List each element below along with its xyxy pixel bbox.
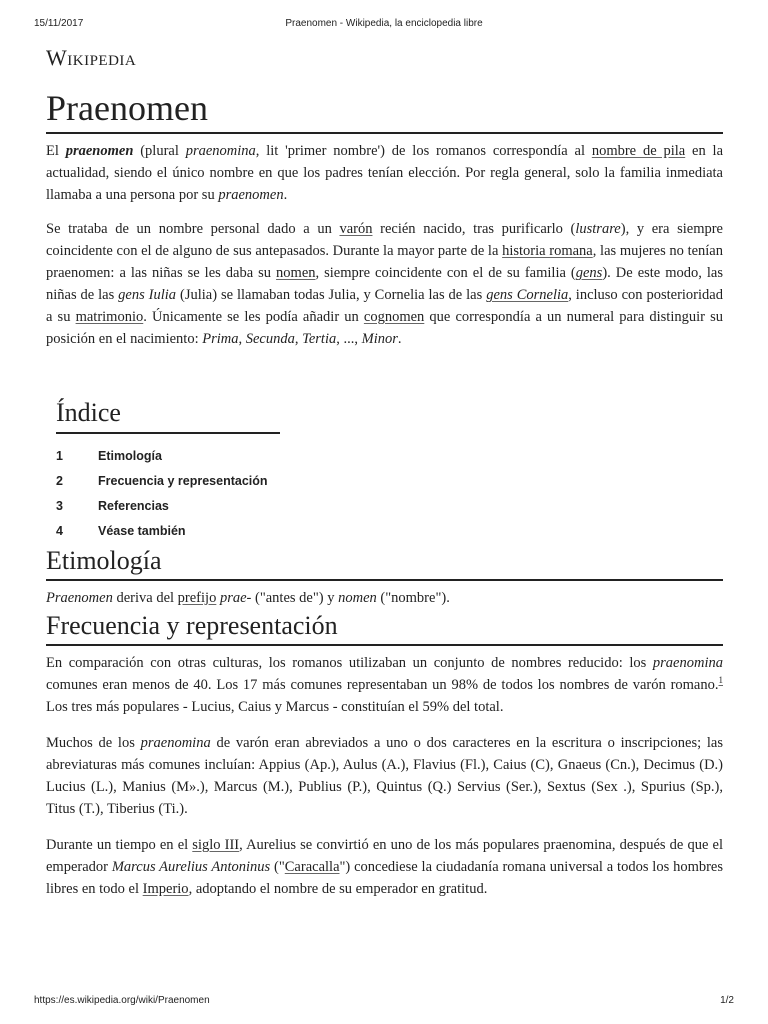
link-cognomen[interactable]: cognomen [363, 309, 425, 325]
text-span: deriva del [112, 590, 178, 606]
intro-paragraph-2 [46, 218, 723, 350]
frecuencia-paragraph-3 [46, 834, 723, 900]
term-praenomen: praenomen [65, 143, 134, 159]
text-span: Muchos de los [46, 735, 141, 751]
intro-paragraph-1 [46, 140, 723, 206]
link-gens[interactable]: gens [575, 265, 603, 281]
link-gens-cornelia[interactable]: gens Cornelia [486, 287, 569, 303]
text-span: En comparación con otras culturas, los romanos utilizaban un conjunto de nombres reducido: los [46, 655, 653, 671]
term-prae: prae- [219, 590, 252, 606]
link-prefijo[interactable]: prefijo [177, 590, 217, 606]
toc-number: 2 [56, 474, 63, 488]
toc-number: 4 [56, 524, 63, 538]
text-span: . [283, 187, 288, 203]
term-marcus-aurelius-antoninus: Marcus Aurelius Antoninus [111, 859, 271, 875]
link-nomen[interactable]: nomen [276, 265, 316, 281]
article-content [46, 44, 723, 900]
page-title: Praenomen [46, 86, 723, 134]
toc-list [56, 444, 280, 544]
toc-title: Índice [56, 396, 280, 434]
term-praenomina: praenomina [140, 735, 211, 751]
text-span: en la actualidad, siendo el único nombre en que los padres tenían elección. Por regla general, solo la familia inmediata llamaba a una persona por su [46, 143, 724, 203]
text-span: , Aurelius se convirtió en uno de los más populares praenomina, después de que el emperador [46, 837, 724, 875]
print-footer [34, 995, 734, 1009]
toc-label: Véase también [98, 524, 186, 538]
link-caracalla[interactable]: Caracalla [284, 859, 340, 875]
text-span: recién nacido, tras purificarlo ( [372, 221, 576, 237]
toc-item-etimologia[interactable] [56, 444, 280, 469]
term-nomen: nomen [338, 590, 377, 606]
term-lustrare: lustrare [575, 221, 621, 237]
term-tertia: Tertia [302, 331, 337, 347]
toc-number: 1 [56, 449, 63, 463]
text-span: , las mujeres no tenían praenomen: a las niñas se les daba su [46, 243, 723, 281]
toc-item-frecuencia[interactable] [56, 469, 280, 494]
text-span: . Únicamente se les podía añadir un [143, 309, 364, 325]
section-heading-etimologia: Etimología [46, 544, 723, 581]
text-span: que correspondía a un numeral para distinguir su posición en el nacimiento: [46, 309, 723, 347]
term-praenomen: praenomen [218, 187, 284, 203]
text-span: . [397, 331, 402, 347]
wikipedia-logo[interactable]: Wikipedia [46, 45, 137, 70]
link-varon[interactable]: varón [339, 221, 373, 237]
link-matrimonio[interactable]: matrimonio [75, 309, 144, 325]
text-span: Durante un tiempo en el [46, 837, 193, 853]
text-span: , [294, 331, 303, 347]
text-span: comunes eran menos de 40. Los 17 más comunes representaban un 98% de todos los nombres de varón romano. [46, 677, 719, 693]
link-historia-romana[interactable]: historia romana [502, 243, 593, 259]
term-secunda: Secunda [245, 331, 295, 347]
text-span: , lit 'primer nombre') de los romanos correspondía al [255, 143, 592, 159]
term-gens-iulia: gens Iulia [118, 287, 177, 303]
section-heading-frecuencia: Frecuencia y representación [46, 609, 723, 646]
text-span: Los tres más populares - Lucius, Caius y Marcus - constituían el 59% del total. [46, 699, 504, 715]
link-nombre-de-pila[interactable]: nombre de pila [591, 143, 686, 159]
page-number: 1/2 [720, 995, 734, 1006]
text-span: (" [270, 859, 285, 875]
frecuencia-paragraph-2 [46, 732, 723, 820]
text-span: Se trataba de un nombre personal dado a un [46, 221, 340, 237]
etimologia-paragraph [46, 587, 723, 609]
term-praenomen: Praenomen [46, 590, 113, 606]
term-prima: Prima [202, 331, 239, 347]
frecuencia-paragraph-1 [46, 652, 723, 718]
print-header [34, 18, 734, 32]
text-span: , incluso con posterioridad a su [46, 287, 723, 325]
text-span: de varón eran abreviados a uno o dos caracteres en la escritura o inscripciones; las abreviaturas más comunes incluían: Appius (Ap.), Aulus (A.), Flavius (Fl.), Caius (C), Gnaeus (Cn.), Decimus (D.) Lucius (L.), Manius (M».), Marcus (M.), Publius (P.), Quintus (Q.) Servius (Ser.), Sextus (Sex .), Spurius (Sp.), Titus (T.), Tiberius (Ti.). [46, 735, 723, 817]
link-imperio[interactable]: Imperio [142, 881, 189, 897]
toc-label: Etimología [98, 449, 162, 463]
text-span: ). De este modo, las niñas de las [46, 265, 724, 303]
toc-label: Referencias [98, 499, 169, 513]
toc-label: Frecuencia y representación [98, 474, 268, 488]
text-span: (plural [133, 143, 186, 159]
link-siglo-iii[interactable]: siglo III [192, 837, 240, 853]
text-span: ") concediese la ciudadanía romana universal a todos los hombres libres en todo el [46, 859, 724, 897]
text-span: , [238, 331, 246, 347]
text-span: (Julia) se llamaban todas Julia, y Cornelia las de las [176, 287, 487, 303]
text-span: ("nombre"). [376, 590, 450, 606]
print-url: https://es.wikipedia.org/wiki/Praenomen [34, 995, 210, 1006]
toc-item-vease-tambien[interactable] [56, 519, 280, 544]
toc-number: 3 [56, 499, 63, 513]
text-span: ), y era siempre coincidente con el de alguno de sus antepasados. Durante la mayor parte de la [46, 221, 723, 259]
text-span: , adoptando el nombre de su emperador en gratitud. [188, 881, 488, 897]
text-span: , ..., [336, 331, 362, 347]
text-span: El [46, 143, 66, 159]
print-title: Praenomen - Wikipedia, la enciclopedia libre [285, 18, 483, 29]
text-span: , siempre coincidente con el de su familia ( [315, 265, 576, 281]
table-of-contents [56, 396, 280, 544]
term-praenomina: praenomina [185, 143, 256, 159]
term-praenomina: praenomina [652, 655, 723, 671]
toc-item-referencias[interactable] [56, 494, 280, 519]
reference-link-1[interactable]: 1 [718, 675, 723, 686]
text-span: ("antes de") y [251, 590, 339, 606]
print-date: 15/11/2017 [34, 18, 84, 29]
term-minor: Minor [361, 331, 398, 347]
